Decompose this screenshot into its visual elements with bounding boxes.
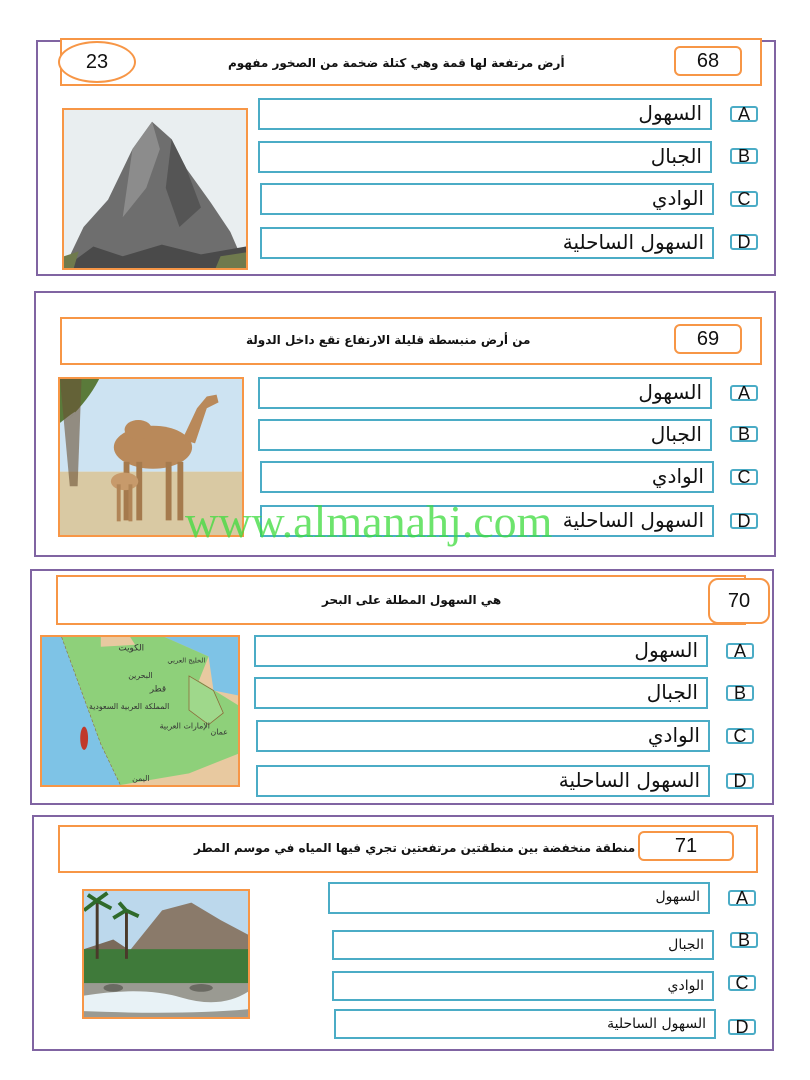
q70-option-b[interactable]: الجبال — [254, 677, 708, 709]
q70-letter-c[interactable]: C — [726, 728, 754, 744]
q68-option-b[interactable]: الجبال — [258, 141, 712, 173]
q70-letter-d[interactable]: D — [726, 773, 754, 789]
q71-letter-d[interactable]: D — [728, 1019, 756, 1035]
question-69-block — [34, 291, 776, 557]
q68-letter-a[interactable]: A — [730, 106, 758, 122]
q69-option-a[interactable]: السهول — [258, 377, 712, 409]
question-69-text: من أرض منبسطة قليلة الارتفاع تقع داخل الدولة — [246, 333, 531, 347]
question-70-number: 70 — [708, 578, 770, 624]
q71-letter-c[interactable]: C — [728, 975, 756, 991]
q68-letter-b[interactable]: B — [730, 148, 758, 164]
question-71-block — [32, 815, 774, 1051]
question-69-number: 69 — [674, 324, 742, 354]
map-label-bahrain: البحرين — [128, 670, 153, 680]
q70-option-c[interactable]: الوادي — [256, 720, 710, 752]
q69-letter-b[interactable]: B — [730, 426, 758, 442]
q69-option-c[interactable]: الوادي — [260, 461, 714, 493]
question-70-block — [30, 569, 774, 805]
question-68-block — [36, 40, 776, 276]
map-label-saudi: المملكة العربية السعودية — [89, 702, 170, 712]
question-68-text: أرض مرتفعة لها قمة وهي كتلة ضخمة من الصخور مفهوم — [228, 56, 565, 70]
question-71-text: منطقة منخفضة بين منطقتين مرتفعتين تجري فيها المياه في موسم المطر — [194, 841, 636, 855]
arabian-peninsula-map — [40, 635, 240, 787]
q68-option-d[interactable]: السهول الساحلية — [260, 227, 714, 259]
valley-image — [82, 889, 250, 1019]
page-number-oval: 23 — [58, 41, 136, 83]
q69-option-b[interactable]: الجبال — [258, 419, 712, 451]
q71-option-c[interactable]: الوادي — [332, 971, 714, 1001]
camel-image — [58, 377, 244, 537]
question-71-number: 71 — [638, 831, 734, 861]
q70-option-d[interactable]: السهول الساحلية — [256, 765, 710, 797]
q70-letter-b[interactable]: B — [726, 685, 754, 701]
map-label-kuwait: الكويت — [118, 643, 145, 654]
q71-option-d[interactable]: السهول الساحلية — [334, 1009, 716, 1039]
q70-letter-a[interactable]: A — [726, 643, 754, 659]
map-label-yemen: اليمن — [132, 774, 150, 784]
question-70-text: هي السهول المطلة على البحر — [322, 593, 502, 607]
question-68-number: 68 — [674, 46, 742, 76]
q69-option-d[interactable]: السهول الساحلية — [260, 505, 714, 537]
watermark-text: www.almanahj.com — [185, 496, 553, 547]
q68-letter-c[interactable]: C — [730, 191, 758, 207]
q71-option-b[interactable]: الجبال — [332, 930, 714, 960]
map-label-uae: الإمارات العربية — [159, 721, 210, 731]
q68-option-a[interactable]: السهول — [258, 98, 712, 130]
q71-letter-b[interactable]: B — [730, 932, 758, 948]
q68-letter-d[interactable]: D — [730, 234, 758, 250]
q71-letter-a[interactable]: A — [728, 890, 756, 906]
q69-letter-c[interactable]: C — [730, 469, 758, 485]
q69-letter-a[interactable]: A — [730, 385, 758, 401]
mountain-image — [62, 108, 248, 270]
q70-option-a[interactable]: السهول — [254, 635, 708, 667]
q69-letter-d[interactable]: D — [730, 513, 758, 529]
q68-option-c[interactable]: الوادي — [260, 183, 714, 215]
q71-option-a[interactable]: السهول — [328, 882, 710, 914]
map-label-oman: عمان — [210, 727, 228, 737]
map-label-qatar: قطر — [149, 684, 167, 695]
map-label-gulf: الخليج العربي — [167, 656, 206, 665]
